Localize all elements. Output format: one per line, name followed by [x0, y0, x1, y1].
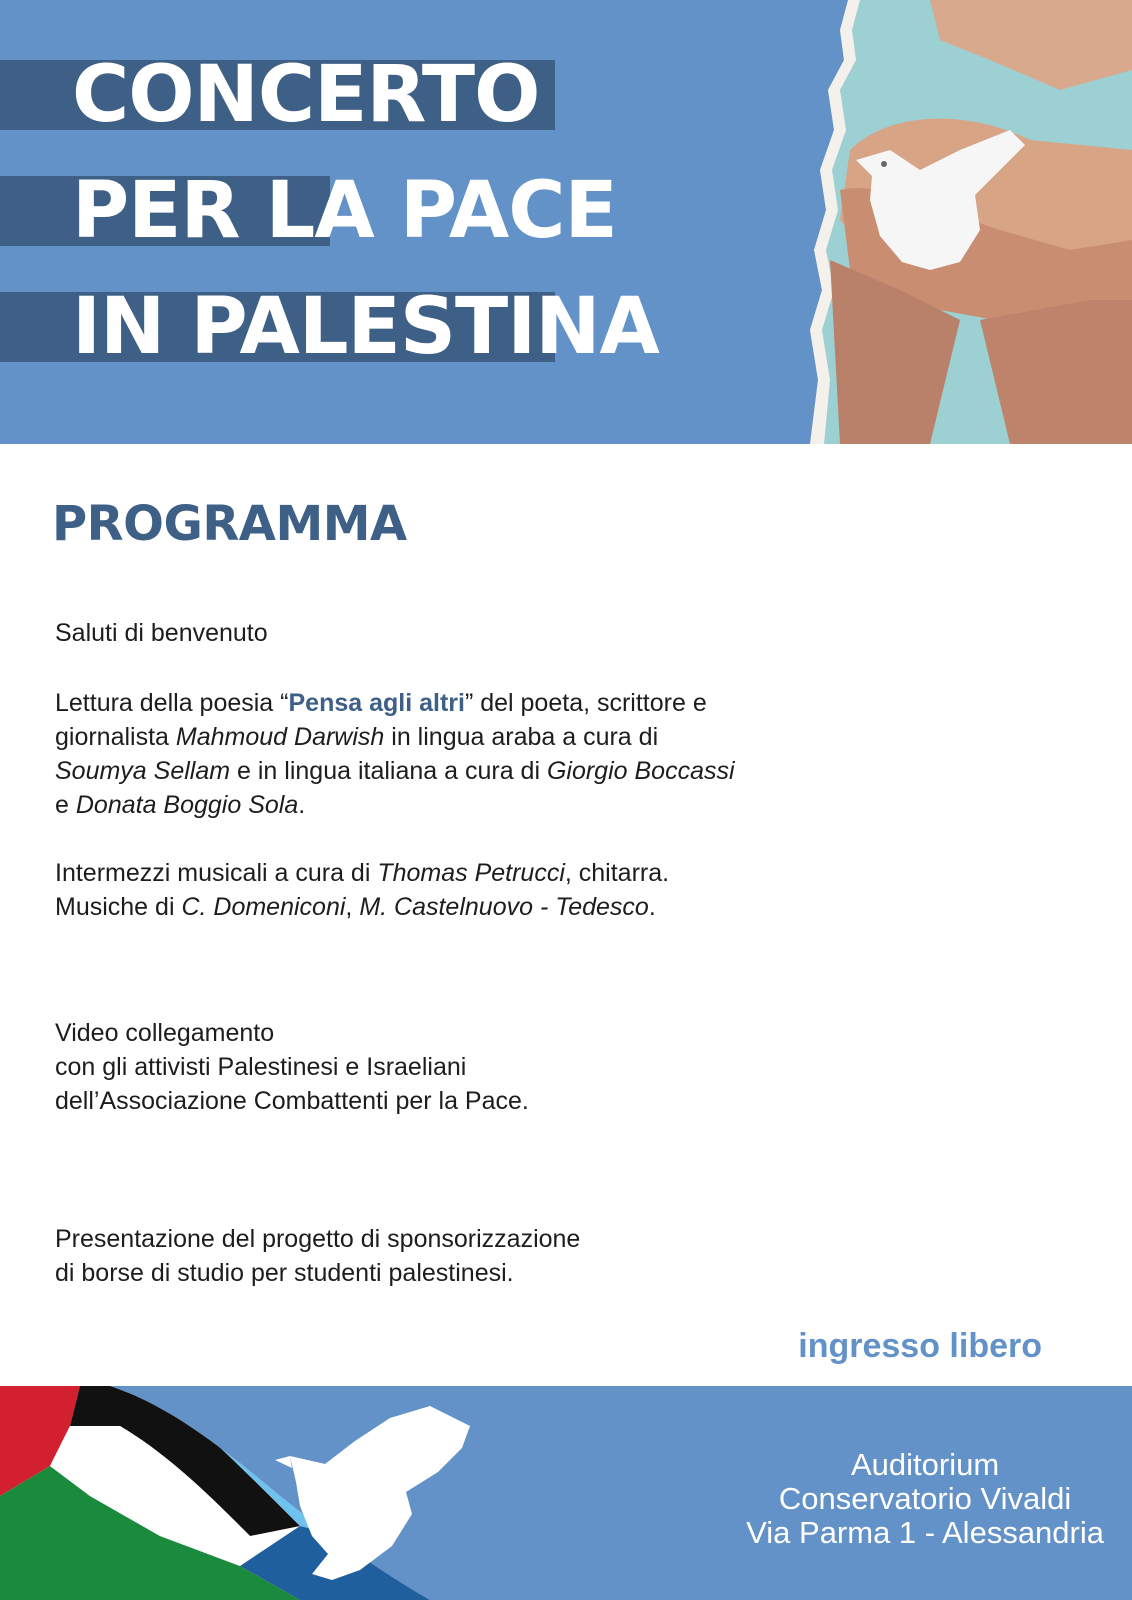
program-welcome: Saluti di benvenuto	[55, 619, 268, 647]
composer-1: C. Domeniconi	[181, 893, 346, 921]
program-reading: Lettura della poesia “Pensa agli altri” del poeta, scrittore e giornalista Mahmoud Darwish in lingua araba a cura di Soumya Sellam e in lingua italiana a cura di Giorgio Boccassi e Donata Boggio Sola.	[55, 689, 735, 819]
poet-name: Mahmoud Darwish	[175, 723, 385, 751]
performer-name: Thomas Petrucci	[377, 859, 565, 887]
poem-title: Pensa agli altri	[288, 689, 465, 717]
reader-italian-2: Donata Boggio Sola	[75, 791, 299, 819]
admission-note: ingresso libero	[798, 1327, 1042, 1365]
program-heading: PROGRAMMA	[52, 496, 407, 552]
palestinian-flag-brushstroke	[0, 1386, 520, 1600]
program-video: Video collegamento con gli attivisti Palestinesi e Israeliani dell’Associazione Combattenti per la Pace.	[55, 1019, 529, 1115]
reader-italian-1: Giorgio Boccassi	[546, 757, 735, 785]
composer-2: M. Castelnuovo - Tedesco	[359, 893, 649, 921]
title-line-1: CONCERTO	[72, 50, 540, 140]
program-music: Intermezzi musicali a cura di Thomas Petrucci, chitarra. Musiche di C. Domeniconi, M. Castelnuovo - Tedesco.	[55, 859, 670, 921]
header-banner	[0, 0, 1132, 444]
title-line-2: PER LA PACE	[72, 166, 617, 256]
reader-arabic: Soumya Sellam	[55, 757, 231, 785]
footer-banner	[0, 1386, 1132, 1600]
dove-in-hands-photo	[810, 0, 1132, 444]
program-scholarship: Presentazione del progetto di sponsorizzazione di borse di studio per studenti palestinesi.	[55, 1225, 581, 1287]
venue-address: Auditorium Conservatorio Vivaldi Via Parma 1 - Alessandria	[746, 1447, 1104, 1550]
title-line-3: IN PALESTINA	[72, 282, 659, 372]
